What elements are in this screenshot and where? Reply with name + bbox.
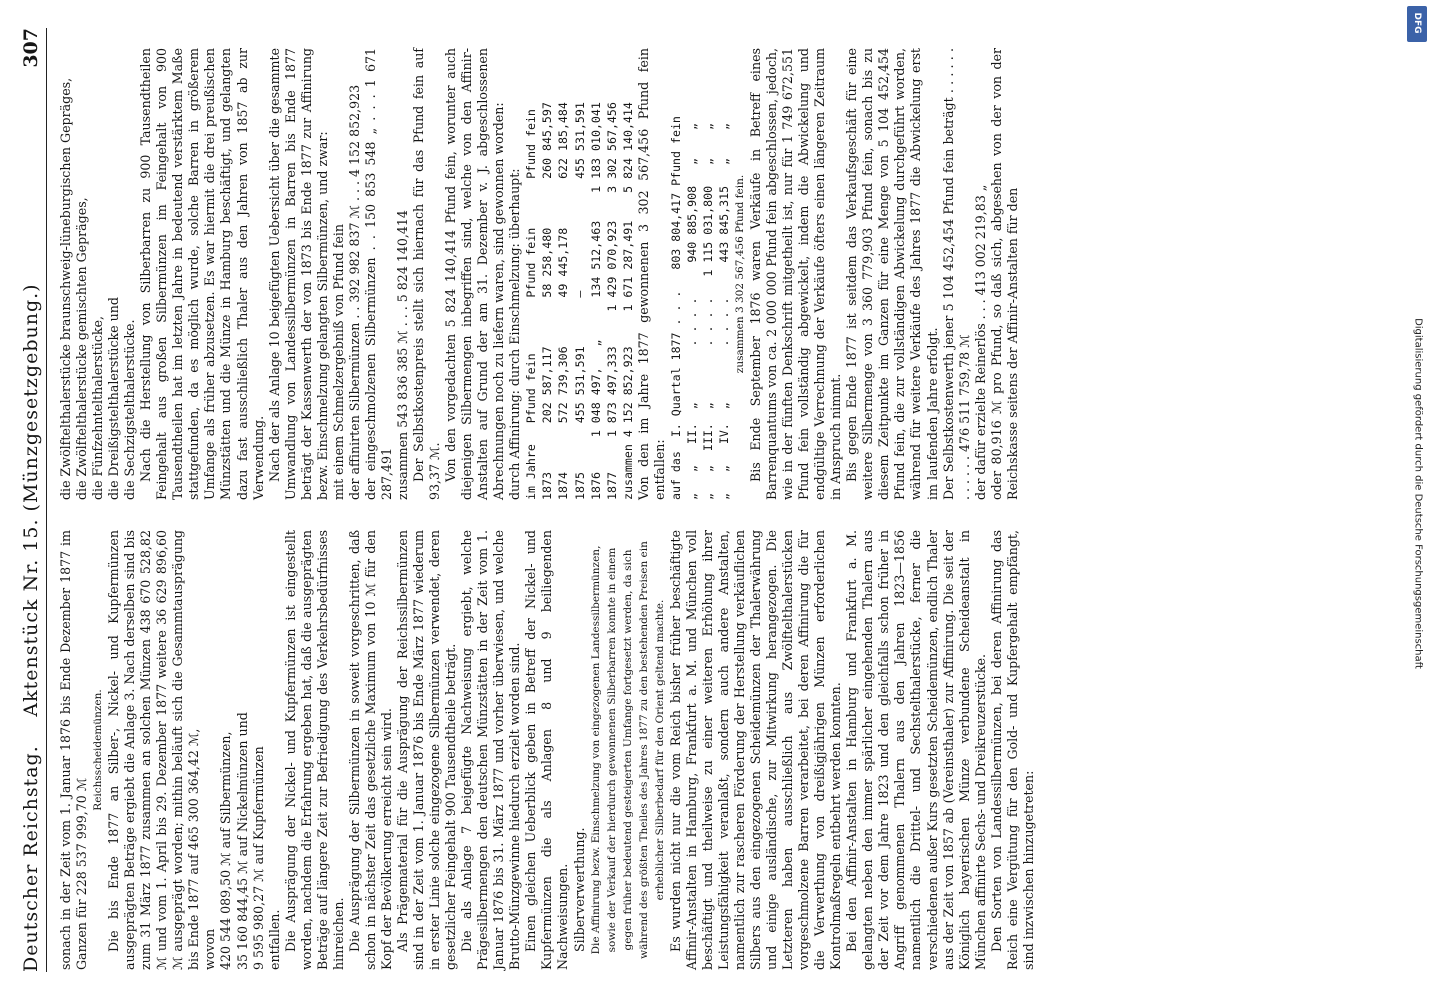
paragraph: Die bis Ende 1877 an Silber-, Nickel- und Kupfermünzen ausgeprägten Beträge ergiebt die Anlage 3. Nach derselben sind bis zum 31 März 1877 zusammen an solchen Münzen 438 670 528,82 ℳ und vom 1. April bis 29. Dezember 1877 weitere 36 629 896,60 ℳ ausgeprägt worden; mithin beläuft sich die Gesammtausprägung bis Ende 1877 auf 465 300 364,42 ℳ, <box>106 530 202 970</box>
side-note-text: Digitalisierung gefördert durch die Deutsche Forschungsgemeinschaft <box>1412 318 1424 669</box>
paragraph: Silberverwerthung. <box>571 827 587 952</box>
page-header <box>12 28 47 972</box>
paragraph: 9 595 980,27 ℳ auf Kupfermünzen <box>250 746 266 970</box>
right-column <box>58 48 1021 500</box>
paragraph: Von den vorgedachten 5 824 140,414 Pfund fein, worunter auch diejenigen Silbermengen inbegriffen sind, welche von den Affinir-Anstalten auf Grund der am 31. Dezember v. J. abgeschlossenen Abrechnungen noch zu liefern waren, sind gewonnen worden: <box>443 48 507 500</box>
paragraph: „ „ IV. „ . . . . 443 845,315 „ „ <box>716 123 731 500</box>
paragraph: 1874 572 739,306 49 445,178 622 185,484 <box>556 102 571 500</box>
paragraph: auf das I. Quartal 1877 . . . 803 804,417 Pfund fein <box>668 116 683 500</box>
paragraph: 1876 1 048 497, „ 134 512,463 1 183 010,041 <box>588 102 603 500</box>
paragraph: Nach die Herstellung von Silberbarren zu 900 Tausendtheilen Feingehalt aus großen Silbermünzen im Feingehalt von 900 Tausendtheilen hat im letzten Jahre in bedeutend verstärktem Maße stattgefunden, da es möglich wurde, solche Barren in größerem Umfange als früher abzusetzen. Es war hiermit die drei preußischen Münzstätten und die Münze in Hamburg beschäftigt, und gelangten dazu fast ausschließlich Thaler aus den Jahren von 1857 ab zur Verwendung. <box>138 48 266 500</box>
header-center-title: Aktenstück Nr. 15. (Münzgesetzgebung.) <box>20 283 42 717</box>
paragraph: der eingeschmolzenen Silbermünzen . . 150 853 548 „ . . . 1 671 287,491 <box>362 48 394 500</box>
paragraph: sonach in der Zeit vom 1. Januar 1876 bis Ende Dezember 1877 im Ganzen für 228 537 999,70 ℳ <box>58 530 90 970</box>
paragraph: Die Affinirung bezw. Einschmelzung von eingezogenen Landessilbermünzen, sowie der Verkauf der hierdurch gewonnenen Silberbarren konnte in einem gegen früher bedeutend gesteigerten Umfange fortgesetzt werden, da sich während des größten Theiles des Jahres 1877 zu den bestehenden Preisen ein erheblicher Silberbedarf für den Orient geltend machte. <box>589 541 666 959</box>
paragraph: der dafür erzielte Reinerlös . . . 413 002 219,83 „ <box>972 184 988 500</box>
paragraph: Bis Ende September 1876 waren Verkäufe in Betreff eines Barrenquantums von ca. 2 000 000 Pfund fein abgeschlossen, jedoch, wie in der fünften Denkschrift mitgetheilt ist, nur für 1 749 672,551 Pfund fein vollständig abgewickelt, indem die Abwickelung und endgültige Verrechnung der Verkäufe öfters einen längeren Zeitraum in Anspruch nimmt. <box>748 48 844 500</box>
paragraph: wovon <box>202 928 218 970</box>
paragraph: Der Selbstkostenwerth jener 5 104 452,454 Pfund fein beträgt . . . . . . . . . . . . 476 511 759,78 ℳ <box>940 48 972 500</box>
paragraph: 420 544 089,50 ℳ auf Silbermünzen, <box>218 731 234 970</box>
paragraph: entfallen. <box>266 909 282 970</box>
page-number: 307 <box>20 28 42 68</box>
paragraph: „ „ III. „ . . . . 1 115 031,800 „ „ <box>700 123 715 500</box>
paragraph: „ „ II. „ . . . . 940 885,908 „ „ <box>684 123 699 500</box>
dfg-logo-text: DFG <box>1412 12 1422 34</box>
paragraph: Die als Anlage 7 beigefügte Nachweisung ergiebt, welche Prägesilbermengen den deutschen Münzstätten in der Zeit vom 1. Januar 1876 bis 31. März 1877 und vorher überwiesen, und welche Brutto-Münzgewinne hiedurch erzielt worden sind. <box>459 530 523 970</box>
paragraph: mit einem Schmelzergebniß von Pfund fein <box>330 224 346 500</box>
paragraph: die Dreißigstelthalerstücke und <box>106 297 122 500</box>
paragraph: zusammen 543 836 385 ℳ . . . 5 824 140,414 <box>394 210 410 500</box>
paragraph: Bei den Affinir-Anstalten in Hamburg und Frankfurt a. M. gelangten neben den immer spärlicher eingehenden Thalern aus der Zeit vor dem Jahre 1823 und den gleichfalls schon früher in Angriff genommenen Thalern aus den Jahren 1823—1856 namentlich die Drittel- und Sechstelthalerstücke, ferner die verschiedenen außer Kurs gesetzten Scheidemünzen, endlich Thaler aus der Zeit von 1857 ab (Vereinsthaler) zur Affinirung. Die seit der Königlich bayerischen Münze verbundene Scheideanstalt in München affinirte Sechs- und Dreikreuzerstücke. <box>844 530 988 970</box>
left-column <box>58 530 1037 970</box>
paragraph: Bis gegen Ende 1877 ist seitdem das Verkaufsgeschäft für eine weitere Silbermenge von 3 360 779,903 Pfund fein, sonach bis zu diesem Zeitpunkte im Ganzen für eine Menge von 5 104 452,454 Pfund fein, die zur vollständigen Abwickelung durchgeführt worden, während für weitere Verkäufe des Jahres 1877 die Abwickelung erst im laufenden Jahre erfolgt. <box>844 48 940 500</box>
paragraph: 35 160 844,45 ℳ auf Nickelmünzen und <box>234 712 250 970</box>
paragraph: Als Prägematerial für die Ausprägung der Reichssilbermünzen sind in der Zeit vom 1. Januar 1876 bis Ende März 1877 wiederum in erster Linie solche eingezogene Silbermünzen verwendet, deren gesetzlicher Feingehalt 900 Tausendtheile beträgt. <box>394 530 459 970</box>
paragraph: Von den im Jahre 1877 gewonnenen 3 302 567,456 Pfund fein entfallen: <box>635 48 667 500</box>
paragraph: Reichsscheidemünzen. <box>92 689 105 811</box>
paragraph: Es wurden nicht nur die vom Reich bisher früher beschäftigte Affinir-Anstalten in Hamburg, Frankfurt a. M. und München voll beschäftigt und theilweise zu einer weiteren Erhöhung ihrer Leistungsfähigkeit veranlaßt, sondern auch andere Anstalten, namentlich zur rascheren Förderung der Herstellung verkäuflichen Silbers aus den eingezogenen Scheidemünzen der Thalerwährung und einige ausländische, zur Mitwirkung herangezogen. Die Letzteren haben ausschließlich aus Zwölftelthalerstücken vorgeschmolzene Barren verarbeitet, bei deren Affinirung die für die Verwerthung von dreißigjährigen Münzen erforderlichen Kontrolmaßregeln entbehrt werden konnten. <box>667 530 844 970</box>
paragraph: die Zwölftelthalerstücke braunschweig-lüneburgischen Gepräges, <box>58 77 73 500</box>
paragraph: die Sechzigstelthalerstücke. <box>122 319 138 500</box>
paragraph: zusammen 3 302 567,456 Pfund fein. <box>733 174 746 374</box>
paragraph: Den Sorten von Landessilbermünzen, bei deren Affinirung das Reich eine Vergütung für den Gold- und Kupfergehalt empfängt, sind inzwischen hinzugetreten: <box>988 530 1036 970</box>
paragraph: 1873 202 587,117 58 258,480 260 845,597 <box>540 102 555 500</box>
paragraph: im Jahre Pfund fein Pfund fein Pfund fein <box>524 109 539 500</box>
paragraph: 1877 1 873 497,333 1 429 070,923 3 302 567,456 <box>604 102 619 500</box>
paragraph: die Zwölftelthalerstücke gemischten Gepräges, <box>74 197 90 500</box>
paragraph: Die Ausprägung der Nickel- und Kupfermünzen ist eingestellt worden, nachdem die Erfahrung ergeben hat, daß die ausgeprägten Beträge auf längere Zeit zur Befriedigung des Verkehrsbedürfnisses hinreichen. <box>282 530 346 970</box>
header-left-title: Deutscher Reichstag. <box>20 745 42 972</box>
side-note <box>1408 0 1432 1000</box>
paragraph: Nach der als Anlage 10 beigefügten Uebersicht über die gesammte Umwandlung von Landessilbermünzen in Barren bis Ende 1877 beträgt der Kassenwerth der von 1873 bis Ende 1877 zur Affinirung bezw. Einschmelzung gelangten Silbermünzen, und zwar: <box>266 48 330 500</box>
paragraph: oder 80,916 ℳ pro Pfund, so daß sich, abgesehen von der von der Reichskasse seitens der Affinir-Anstalten für den <box>988 48 1020 500</box>
paragraph: der affinirten Silbermünzen . . 392 982 837 ℳ . . . 4 152 852,923 <box>346 84 362 500</box>
paragraph: Der Selbstkostenpreis stellt sich hiernach für das Pfund fein auf 93,37 ℳ. <box>411 48 443 500</box>
paragraph: 1875 455 531,591 — 455 531,591 <box>572 102 587 500</box>
paragraph: zusammen 4 152 852,923 1 671 287,491 5 824 140,414 <box>620 102 635 500</box>
paragraph: durch Affinirung: durch Einschmelzung: überhaupt: <box>507 168 523 500</box>
paragraph: Die Ausprägung der Silbermünzen in soweit vorgeschritten, daß schon in nächster Zeit das gesetzliche Maximum von 10 ℳ für den Kopf der Bevölkerung erreicht sein wird. <box>346 530 394 970</box>
paragraph: die Fünfzehntelthalerstücke, <box>90 316 106 500</box>
paragraph: Einen gleichen Ueberblick geben in Betreff der Nickel- und Kupfermünzen die als Anlagen 8 und 9 beiliegenden Nachweisungen. <box>523 530 571 970</box>
